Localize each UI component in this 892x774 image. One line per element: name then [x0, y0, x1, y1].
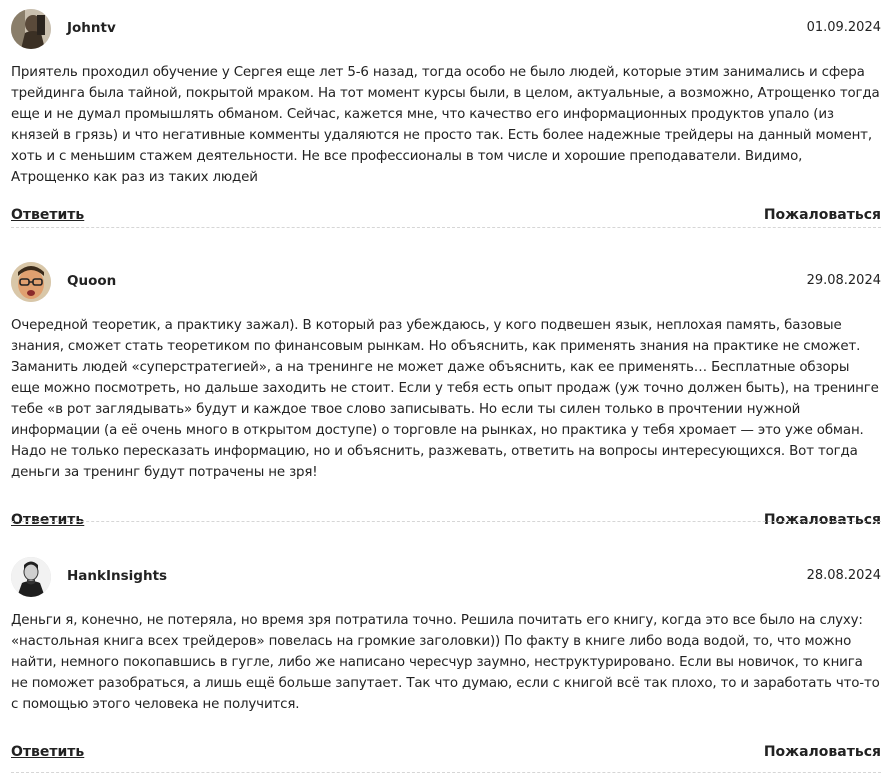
comment-divider — [11, 772, 881, 773]
comment-divider — [11, 227, 881, 228]
comment-actions — [11, 512, 881, 532]
avatar-hankinsights-icon — [11, 557, 51, 597]
comment-item — [11, 262, 881, 532]
avatar-quoon-icon — [11, 262, 51, 302]
report-button[interactable]: Пожаловаться — [763, 744, 881, 760]
comment-actions — [11, 207, 881, 227]
avatar[interactable] — [11, 9, 51, 49]
comment-divider — [11, 521, 881, 522]
report-button[interactable]: Пожаловаться — [763, 207, 881, 223]
comment-date: 28.08.2024 — [806, 568, 881, 583]
avatar-johntv-icon — [11, 9, 51, 49]
comment-author: HankInsights — [67, 568, 168, 584]
comment-date: 01.09.2024 — [806, 20, 881, 35]
avatar[interactable] — [11, 557, 51, 597]
comment-header — [11, 262, 881, 302]
comment-author: Quoon — [67, 273, 117, 289]
report-button[interactable]: Пожаловаться — [763, 512, 881, 528]
comment-header — [11, 9, 881, 49]
reply-button[interactable]: Ответить — [11, 207, 85, 223]
reply-button[interactable]: Ответить — [11, 744, 85, 760]
comment-actions — [11, 744, 881, 764]
comment-date: 29.08.2024 — [806, 273, 881, 288]
comment-item — [11, 557, 881, 764]
comment-item — [11, 9, 881, 227]
comment-text: Приятель проходил обучение у Сергея еще лет 5-6 назад, тогда особо не было людей, которые этим занимались и сфера трейдинга была тайной, покрытой мраком. На тот момент курсы были, в целом, актуальные, а возможно, Атрощенко тогда еще и не думал промышлять обманом. Сейчас, кажется мне, что качество его информационных продуктов упало (из князей в грязь) и что негативные комменты удаляются не просто так. Есть более надежные трейдеры на данный момент, хоть и с меньшим стажем деятельности. Не все профессионалы в том числе и хорошие преподаватели. Видимо, Атрощенко как раз из таких людей — [11, 65, 880, 185]
comment-header — [11, 557, 881, 597]
comment-text: Деньги я, конечно, не потеряла, но время зря потратила точно. Решила почитать его книгу, когда это все было на слуху: «настольная книга всех трейдеров» повелась на громкие заголовки)) По факту в книге либо вода водой, то, что можно найти, немного покопавшись в гугле, либо же написано чересчур заумно, неструктурировано. Если вы новичок, то книга не поможет разобраться, а лишь ещё больше запутает. Так что думаю, если с книгой всё так плохо, то и заработать что-то с помощью этого человека не получится. — [11, 613, 880, 712]
avatar[interactable] — [11, 262, 51, 302]
reply-button[interactable]: Ответить — [11, 512, 85, 528]
comment-author: Johntv — [67, 20, 116, 36]
comment-text: Очередной теоретик, а практику зажал). В который раз убеждаюсь, у кого подвешен язык, неплохая память, базовые знания, сможет стать теоретиком по финансовым рынкам. Но объяснить, как применять знания на практике не сможет. Заманить людей «суперстратегией», а на тренинге не может даже объяснить, как ее применять… Бесплатные обзоры еще можно посмотреть, но дальше заходить не стоит. Если у тебя есть опыт продаж (уж точно должен быть), на тренинге тебе «в рот заглядывать» будут и каждое твое слово записывать. Но если ты силен только в прочтении нужной информации (а её очень много в открытом доступе) о торговле на рынках, но практика у тебя хромает — это уже обман. Надо не только пересказать информацию, но и объяснить, разжевать, ответить на вопросы интересующихся. Вот тогда деньги за тренинг будут потрачены не зря! — [11, 318, 879, 480]
